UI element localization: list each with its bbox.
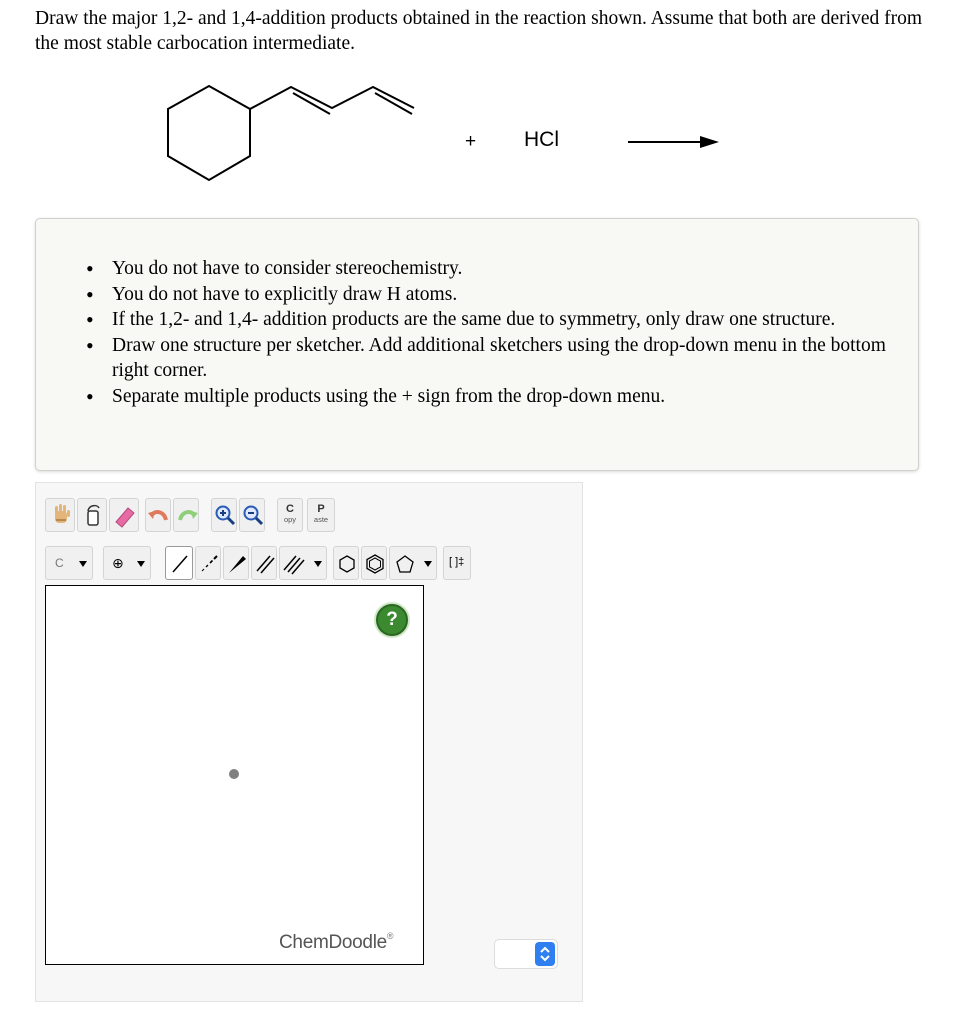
reaction-arrow-icon	[628, 136, 719, 148]
instruction-item: • If the 1,2- and 1,4- addition products are the same due to symmetry, only draw one structure.	[86, 307, 906, 333]
chevron-down-icon	[79, 561, 87, 567]
zoom-in-button[interactable]	[211, 498, 237, 532]
cursor-dot	[229, 769, 239, 779]
element-select[interactable]	[45, 546, 93, 580]
instructions-box	[35, 218, 919, 471]
sketcher-dropdown[interactable]	[494, 939, 558, 969]
zoom-out-icon	[240, 499, 266, 533]
cyclohexane-ring	[168, 86, 250, 180]
single-bond-button[interactable]	[165, 546, 193, 580]
single-bond-icon	[166, 547, 194, 581]
triple-bond-select[interactable]	[279, 546, 327, 580]
wedge-bond-icon	[224, 547, 250, 581]
paste-label-top: P	[317, 503, 325, 515]
question-text: Draw the major 1,2- and 1,4-addition products obtained in the reaction shown. Assume that both are derived from the most stable carbocation intermediate.	[35, 8, 923, 54]
pentagon-icon	[390, 547, 420, 581]
hand-icon	[46, 499, 76, 533]
redo-icon	[174, 499, 200, 533]
benzene-icon	[362, 547, 388, 581]
charge-label: ⊕	[112, 555, 124, 571]
benzene-button[interactable]	[361, 546, 387, 580]
copy-button[interactable]	[277, 498, 303, 532]
eraser-button[interactable]	[109, 498, 139, 532]
triple-bond-icon	[280, 547, 310, 581]
chevron-down-icon	[137, 561, 145, 567]
plus-sign: +	[465, 131, 477, 152]
double-bond-icon	[252, 547, 278, 581]
drawing-canvas[interactable]	[45, 585, 424, 965]
pan-hand-button[interactable]	[45, 498, 75, 532]
zoom-out-button[interactable]	[239, 498, 265, 532]
paste-label-bottom: aste	[313, 515, 329, 524]
undo-button[interactable]	[145, 498, 171, 532]
zoom-in-icon	[212, 499, 238, 533]
reagent-hcl: HCl	[524, 128, 559, 151]
ring-select[interactable]	[389, 546, 437, 580]
reaction-scheme	[0, 70, 980, 210]
clear-button[interactable]	[77, 498, 107, 532]
instruction-item: • Draw one structure per sketcher. Add additional sketchers using the drop-down menu in the bottom right corner.	[86, 333, 906, 384]
dashed-bond-button[interactable]	[195, 546, 221, 580]
redo-button[interactable]	[173, 498, 199, 532]
instruction-item: • Separate multiple products using the + sign from the drop-down menu.	[86, 384, 906, 410]
bin-icon	[78, 499, 108, 533]
cyclohexane-button[interactable]	[333, 546, 359, 580]
updown-arrows-icon	[535, 942, 555, 966]
wedge-bond-button[interactable]	[223, 546, 249, 580]
hexagon-icon	[334, 547, 360, 581]
bracket-label: [ ]‡	[449, 556, 465, 568]
diene-chain	[250, 87, 414, 109]
charge-select[interactable]	[103, 546, 151, 580]
help-button[interactable]: ?	[376, 604, 408, 636]
registered-mark: ®	[386, 931, 394, 941]
chemdoodle-brand	[279, 931, 393, 954]
copy-label-top: C	[286, 503, 294, 515]
instruction-item: • You do not have to consider stereochemistry.	[86, 256, 906, 282]
brand-text: ChemDoodle	[279, 932, 387, 953]
instruction-item: • You do not have to explicitly draw H atoms.	[86, 282, 906, 308]
bracket-button[interactable]	[443, 546, 471, 580]
element-label: C	[55, 556, 64, 570]
eraser-icon	[110, 499, 140, 533]
chevron-down-icon	[314, 561, 322, 567]
paste-button[interactable]	[307, 498, 335, 532]
copy-label-bottom: opy	[283, 515, 297, 524]
double-bond-button[interactable]	[251, 546, 277, 580]
undo-icon	[146, 499, 172, 533]
reactant-structure	[0, 70, 980, 210]
chemdoodle-sketcher	[35, 482, 583, 1002]
chevron-down-icon	[424, 561, 432, 567]
instructions-list	[86, 256, 906, 409]
dashed-wedge-icon	[196, 547, 222, 581]
